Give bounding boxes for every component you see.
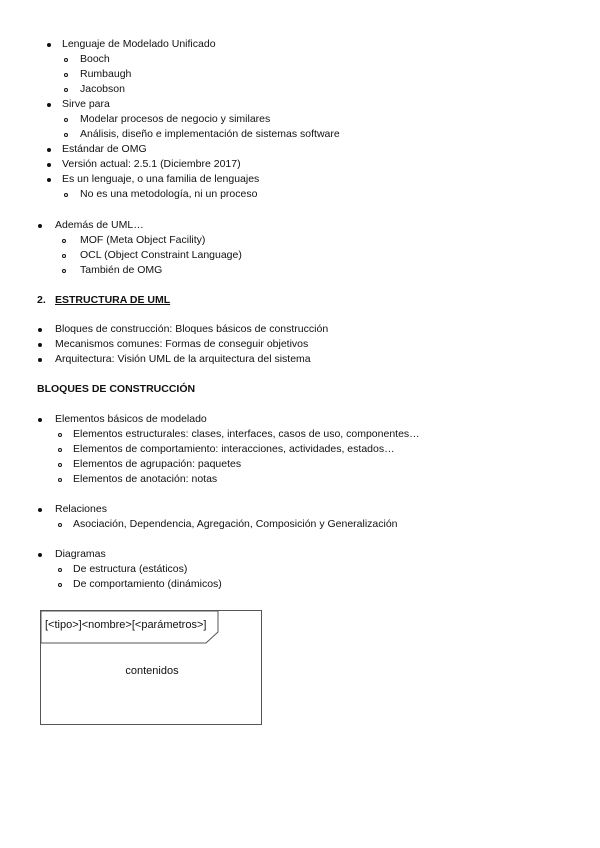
bullet-icon xyxy=(38,553,42,557)
list-subitem: Asociación, Dependencia, Agregación, Composición y Generalización xyxy=(73,518,398,530)
list-subitem: OCL (Object Constraint Language) xyxy=(80,249,242,261)
list-subitem: Análisis, diseño e implementación de sistemas software xyxy=(80,128,340,140)
list-item: Diagramas xyxy=(55,548,106,560)
circle-bullet-icon xyxy=(64,118,68,122)
section-number: 2. xyxy=(37,294,46,306)
bullet-icon xyxy=(38,508,42,512)
subsection-title: BLOQUES DE CONSTRUCCIÓN xyxy=(37,383,196,395)
uml-frame-diagram xyxy=(40,610,262,725)
circle-bullet-icon xyxy=(58,433,62,437)
list-subitem: MOF (Meta Object Facility) xyxy=(80,234,206,246)
bullet-icon xyxy=(47,178,51,182)
circle-bullet-icon xyxy=(58,448,62,452)
circle-bullet-icon xyxy=(58,478,62,482)
list-subitem: También de OMG xyxy=(80,264,163,276)
circle-bullet-icon xyxy=(58,583,62,587)
list-subitem: De estructura (estáticos) xyxy=(73,563,188,575)
list-item: Sirve para xyxy=(62,98,110,110)
frame-content-label: contenidos xyxy=(125,665,179,677)
frame-heading-label: [<tipo>]<nombre>[<parámetros>] xyxy=(45,619,207,631)
circle-bullet-icon xyxy=(58,523,62,527)
list-subitem: Booch xyxy=(80,53,110,65)
circle-bullet-icon xyxy=(64,193,68,197)
list-subitem: Elementos de anotación: notas xyxy=(73,473,218,485)
bullet-icon xyxy=(38,224,42,228)
list-subitem: Elementos de agrupación: paquetes xyxy=(73,458,242,470)
list-item: Lenguaje de Modelado Unificado xyxy=(62,38,216,50)
list-subitem: Elementos de comportamiento: interacciones, actividades, estados… xyxy=(73,443,395,455)
list-item: Versión actual: 2.5.1 (Diciembre 2017) xyxy=(62,158,241,170)
bullet-icon xyxy=(47,43,51,47)
list-item: Estándar de OMG xyxy=(62,143,147,155)
circle-bullet-icon xyxy=(64,73,68,77)
bullet-icon xyxy=(38,418,42,422)
list-item: Es un lenguaje, o una familia de lenguajes xyxy=(62,173,260,185)
bullet-icon xyxy=(38,358,42,362)
circle-bullet-icon xyxy=(64,58,68,62)
list-subitem: Elementos estructurales: clases, interfaces, casos de uso, componentes… xyxy=(73,428,420,440)
list-item: Además de UML… xyxy=(55,219,144,231)
circle-bullet-icon xyxy=(64,88,68,92)
bullet-icon xyxy=(47,148,51,152)
circle-bullet-icon xyxy=(58,568,62,572)
list-subitem: Modelar procesos de negocio y similares xyxy=(80,113,271,125)
circle-bullet-icon xyxy=(62,239,66,243)
list-subitem: De comportamiento (dinámicos) xyxy=(73,578,222,590)
bullet-icon xyxy=(47,103,51,107)
list-subitem: Rumbaugh xyxy=(80,68,132,80)
list-subitem: Jacobson xyxy=(80,83,125,95)
bullet-icon xyxy=(38,343,42,347)
list-item: Bloques de construcción: Bloques básicos de construcción xyxy=(55,323,329,335)
list-item: Relaciones xyxy=(55,503,107,515)
list-item: Arquitectura: Visión UML de la arquitectura del sistema xyxy=(55,353,311,365)
circle-bullet-icon xyxy=(58,463,62,467)
list-item: Mecanismos comunes: Formas de conseguir objetivos xyxy=(55,338,309,350)
bullet-icon xyxy=(47,163,51,167)
circle-bullet-icon xyxy=(62,269,66,273)
section-title: ESTRUCTURA DE UML xyxy=(55,294,171,306)
bullet-icon xyxy=(38,328,42,332)
circle-bullet-icon xyxy=(62,254,66,258)
circle-bullet-icon xyxy=(64,133,68,137)
list-subitem: No es una metodología, ni un proceso xyxy=(80,188,258,200)
list-item: Elementos básicos de modelado xyxy=(55,413,207,425)
